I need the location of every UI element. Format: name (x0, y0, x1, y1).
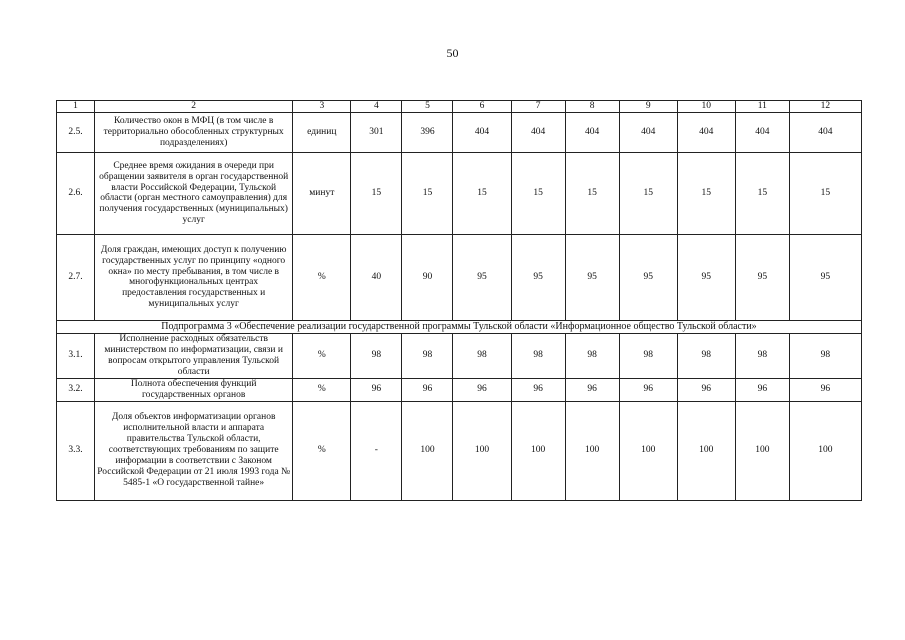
indicator-description: Полнота обеспечения функций государственных органов (95, 378, 293, 401)
value-cell: 404 (735, 112, 789, 152)
indicator-description: Доля граждан, имеющих доступ к получению государственных услуг по принципу «одного окна» по месту пребывания, в том числе в многофункциональных центрах предоставления государственных и муниципальных услуг (95, 234, 293, 320)
value-cell: 15 (402, 152, 453, 234)
column-number: 10 (677, 101, 735, 113)
value-cell: 15 (511, 152, 565, 234)
unit-cell: % (293, 378, 351, 401)
value-cell: 98 (619, 333, 677, 378)
value-cell: 404 (619, 112, 677, 152)
indicator-description: Среднее время ожидания в очереди при обращении заявителя в орган государственной власти Российской Федерации, Тульской области (орган местного самоуправления) для получения государственных (муниципальных) услуг (95, 152, 293, 234)
unit-cell: % (293, 333, 351, 378)
value-cell: 95 (789, 234, 861, 320)
subprogram-title: Подпрограмма 3 «Обеспечение реализации государственной программы Тульской области «Информационное общество Тульской области» (57, 320, 862, 333)
value-cell: 98 (677, 333, 735, 378)
value-cell: 96 (735, 378, 789, 401)
unit-cell: % (293, 234, 351, 320)
value-cell: 95 (619, 234, 677, 320)
column-number: 3 (293, 101, 351, 113)
value-cell: 96 (619, 378, 677, 401)
value-cell: 98 (735, 333, 789, 378)
value-cell: 15 (619, 152, 677, 234)
value-cell: 95 (677, 234, 735, 320)
page-number: 50 (446, 46, 459, 60)
value-cell: 100 (619, 401, 677, 500)
row-number: 2.7. (57, 234, 95, 320)
row-number: 3.1. (57, 333, 95, 378)
column-number: 9 (619, 101, 677, 113)
column-number: 6 (453, 101, 511, 113)
value-cell: 96 (402, 378, 453, 401)
value-cell: 15 (351, 152, 402, 234)
indicator-description: Доля объектов информатизации органов исполнительной власти и аппарата правительства Тульской области, соответствующих требованиям по защите информации в соответствии с Законом Российской Федерации от 21 июля 1993 года № 5485-1 «О государственной тайне» (95, 401, 293, 500)
value-cell: 100 (511, 401, 565, 500)
value-cell: - (351, 401, 402, 500)
indicator-description: Исполнение расходных обязательств министерством по информатизации, связи и вопросам открытого управления Тульской области (95, 333, 293, 378)
subprogram-row (57, 320, 862, 333)
row-number: 3.3. (57, 401, 95, 500)
table-row (57, 234, 862, 320)
value-cell: 96 (351, 378, 402, 401)
value-cell: 404 (677, 112, 735, 152)
value-cell: 98 (565, 333, 619, 378)
value-cell: 96 (453, 378, 511, 401)
column-number: 7 (511, 101, 565, 113)
row-number: 2.5. (57, 112, 95, 152)
unit-cell: % (293, 401, 351, 500)
value-cell: 100 (402, 401, 453, 500)
value-cell: 96 (677, 378, 735, 401)
value-cell: 15 (789, 152, 861, 234)
column-number: 8 (565, 101, 619, 113)
value-cell: 15 (735, 152, 789, 234)
column-number: 1 (57, 101, 95, 113)
table-row (57, 401, 862, 500)
value-cell: 98 (789, 333, 861, 378)
table-row (57, 333, 862, 378)
unit-cell: единиц (293, 112, 351, 152)
value-cell: 95 (565, 234, 619, 320)
indicator-description: Количество окон в МФЦ (в том числе в территориально обособленных структурных подразделениях) (95, 112, 293, 152)
value-cell: 96 (789, 378, 861, 401)
value-cell: 100 (735, 401, 789, 500)
table-row (57, 112, 862, 152)
value-cell: 404 (511, 112, 565, 152)
unit-cell: минут (293, 152, 351, 234)
value-cell: 98 (402, 333, 453, 378)
value-cell: 96 (565, 378, 619, 401)
value-cell: 96 (511, 378, 565, 401)
column-number: 2 (95, 101, 293, 113)
value-cell: 95 (511, 234, 565, 320)
value-cell: 95 (453, 234, 511, 320)
value-cell: 396 (402, 112, 453, 152)
table-row (57, 152, 862, 234)
value-cell: 15 (565, 152, 619, 234)
value-cell: 404 (565, 112, 619, 152)
value-cell: 15 (453, 152, 511, 234)
row-number: 3.2. (57, 378, 95, 401)
value-cell: 98 (511, 333, 565, 378)
value-cell: 95 (735, 234, 789, 320)
value-cell: 40 (351, 234, 402, 320)
value-cell: 404 (453, 112, 511, 152)
value-cell: 90 (402, 234, 453, 320)
column-numbers-row (57, 101, 862, 113)
value-cell: 100 (677, 401, 735, 500)
table-row (57, 378, 862, 401)
column-number: 4 (351, 101, 402, 113)
value-cell: 100 (453, 401, 511, 500)
value-cell: 404 (789, 112, 861, 152)
value-cell: 301 (351, 112, 402, 152)
value-cell: 98 (453, 333, 511, 378)
row-number: 2.6. (57, 152, 95, 234)
column-number: 12 (789, 101, 861, 113)
indicators-table (56, 100, 862, 501)
value-cell: 98 (351, 333, 402, 378)
column-number: 11 (735, 101, 789, 113)
value-cell: 100 (565, 401, 619, 500)
value-cell: 100 (789, 401, 861, 500)
value-cell: 15 (677, 152, 735, 234)
column-number: 5 (402, 101, 453, 113)
